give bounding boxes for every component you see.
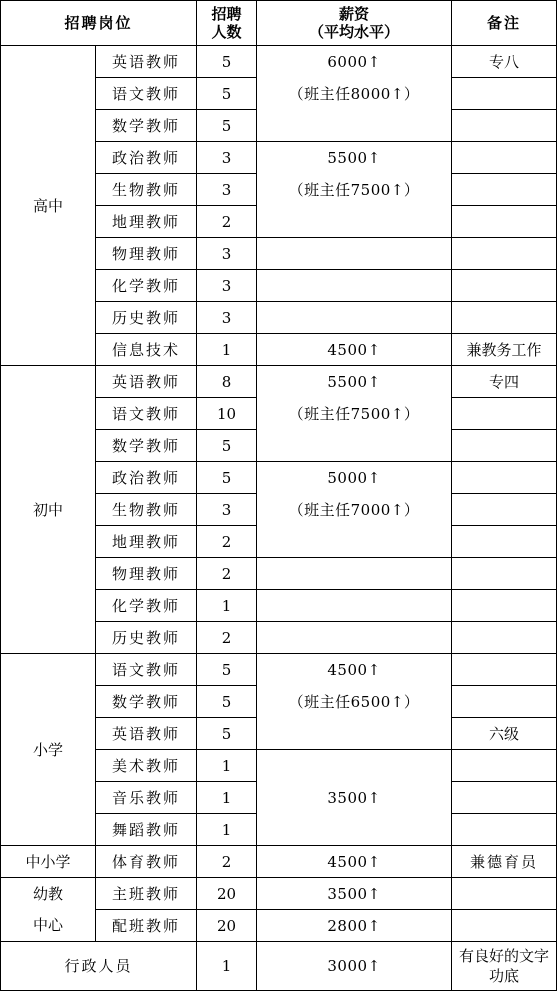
subject-cell: 主班教师 [96, 878, 197, 910]
table-row [1, 366, 557, 398]
subject-cell: 语文教师 [96, 654, 197, 686]
note-cell: 专八 [452, 46, 557, 78]
note-cell [452, 462, 557, 494]
subject-cell: 语文教师 [96, 78, 197, 110]
subject-cell: 生物教师 [96, 174, 197, 206]
note-cell [452, 398, 557, 430]
note-cell: 兼德育员 [452, 846, 557, 878]
section-youjiao-line1: 幼教 [1, 878, 96, 910]
note-cell [452, 206, 557, 238]
salary-cell [257, 238, 452, 270]
header-position: 招聘岗位 [1, 1, 197, 46]
count-cell: 3 [197, 302, 257, 334]
salary-cell: 2800↑ [257, 910, 452, 942]
subject-cell: 政治教师 [96, 462, 197, 494]
note-cell [452, 494, 557, 526]
subject-cell: 化学教师 [96, 590, 197, 622]
subject-cell: 音乐教师 [96, 782, 197, 814]
header-row [1, 1, 557, 46]
table-row [1, 846, 557, 878]
note-cell [452, 814, 557, 846]
salary-cell: 5500↑ [257, 366, 452, 398]
salary-sub-cell: （班主任7500↑） [257, 174, 452, 206]
count-cell: 5 [197, 110, 257, 142]
note-cell: 专四 [452, 366, 557, 398]
subject-cell: 语文教师 [96, 398, 197, 430]
section-youjiao-line2: 中心 [1, 910, 96, 942]
table-row [1, 46, 557, 78]
count-cell: 20 [197, 878, 257, 910]
note-cell [452, 302, 557, 334]
note-cell [452, 238, 557, 270]
salary-cell [257, 270, 452, 302]
note-cell [452, 622, 557, 654]
section-chuzhong: 初中 [1, 366, 96, 654]
salary-cell [257, 110, 452, 142]
subject-cell: 历史教师 [96, 622, 197, 654]
count-cell: 2 [197, 558, 257, 590]
count-cell: 5 [197, 686, 257, 718]
salary-cell [257, 302, 452, 334]
count-cell: 1 [197, 942, 257, 991]
note-cell [452, 654, 557, 686]
count-cell: 3 [197, 174, 257, 206]
subject-cell: 英语教师 [96, 718, 197, 750]
table-row [1, 910, 557, 942]
count-cell: 3 [197, 142, 257, 174]
count-cell: 3 [197, 238, 257, 270]
subject-cell: 历史教师 [96, 302, 197, 334]
note-cell [452, 590, 557, 622]
salary-cell [257, 526, 452, 558]
subject-cell: 英语教师 [96, 366, 197, 398]
note-cell [452, 686, 557, 718]
note-cell [452, 558, 557, 590]
salary-cell [257, 558, 452, 590]
subject-cell: 物理教师 [96, 238, 197, 270]
count-cell: 1 [197, 334, 257, 366]
note-cell: 有良好的文字功底 [452, 942, 557, 991]
salary-sub-cell: （班主任7500↑） [257, 398, 452, 430]
note-cell [452, 142, 557, 174]
count-cell: 1 [197, 782, 257, 814]
subject-cell: 数学教师 [96, 686, 197, 718]
header-note: 备注 [452, 1, 557, 46]
note-cell [452, 782, 557, 814]
subject-cell: 地理教师 [96, 206, 197, 238]
subject-cell: 数学教师 [96, 430, 197, 462]
note-cell [452, 174, 557, 206]
salary-cell [257, 206, 452, 238]
salary-cell [257, 430, 452, 462]
note-cell [452, 750, 557, 782]
count-cell: 5 [197, 78, 257, 110]
subject-cell: 化学教师 [96, 270, 197, 302]
count-cell: 5 [197, 718, 257, 750]
count-cell: 2 [197, 206, 257, 238]
salary-cell: 5500↑ [257, 142, 452, 174]
count-cell: 3 [197, 270, 257, 302]
count-cell: 1 [197, 750, 257, 782]
subject-cell: 配班教师 [96, 910, 197, 942]
salary-sub-cell: （班主任7000↑） [257, 494, 452, 526]
salary-cell [257, 590, 452, 622]
header-salary: 薪资 （平均水平） [257, 1, 452, 46]
note-cell [452, 78, 557, 110]
salary-cell: 5000↑ [257, 462, 452, 494]
count-cell: 1 [197, 590, 257, 622]
section-admin: 行政人员 [1, 942, 197, 991]
count-cell: 10 [197, 398, 257, 430]
count-cell: 2 [197, 622, 257, 654]
salary-cell: 3500↑ [257, 878, 452, 910]
salary-cell [257, 718, 452, 750]
count-cell: 2 [197, 526, 257, 558]
count-cell: 5 [197, 430, 257, 462]
header-count: 招聘 人数 [197, 1, 257, 46]
salary-cell: 4500↑ [257, 846, 452, 878]
note-cell [452, 878, 557, 910]
count-cell: 2 [197, 846, 257, 878]
count-cell: 1 [197, 814, 257, 846]
note-cell [452, 270, 557, 302]
subject-cell: 信息技术 [96, 334, 197, 366]
count-cell: 8 [197, 366, 257, 398]
salary-cell: 3000↑ [257, 942, 452, 991]
count-cell: 5 [197, 654, 257, 686]
count-cell: 5 [197, 46, 257, 78]
table-row [1, 878, 557, 910]
note-cell [452, 526, 557, 558]
subject-cell: 政治教师 [96, 142, 197, 174]
subject-cell: 物理教师 [96, 558, 197, 590]
salary-cell [257, 622, 452, 654]
salary-cell: 6000↑ [257, 46, 452, 78]
note-cell [452, 910, 557, 942]
count-cell: 3 [197, 494, 257, 526]
subject-cell: 地理教师 [96, 526, 197, 558]
salary-cell: 4500↑ [257, 654, 452, 686]
note-cell [452, 110, 557, 142]
note-cell: 兼教务工作 [452, 334, 557, 366]
table-row [1, 942, 557, 991]
salary-cell: 4500↑ [257, 334, 452, 366]
salary-sub-cell: （班主任6500↑） [257, 686, 452, 718]
subject-cell: 美术教师 [96, 750, 197, 782]
count-cell: 20 [197, 910, 257, 942]
subject-cell: 数学教师 [96, 110, 197, 142]
count-cell: 5 [197, 462, 257, 494]
note-cell: 六级 [452, 718, 557, 750]
note-cell [452, 430, 557, 462]
section-zhongxiaoxue: 中小学 [1, 846, 96, 878]
subject-cell: 舞蹈教师 [96, 814, 197, 846]
section-xiaoxue: 小学 [1, 654, 96, 846]
salary-cell: 3500↑ [257, 750, 452, 846]
subject-cell: 生物教师 [96, 494, 197, 526]
salary-sub-cell: （班主任8000↑） [257, 78, 452, 110]
subject-cell: 体育教师 [96, 846, 197, 878]
section-gaozhong: 高中 [1, 46, 96, 366]
subject-cell: 英语教师 [96, 46, 197, 78]
table-row [1, 654, 557, 686]
